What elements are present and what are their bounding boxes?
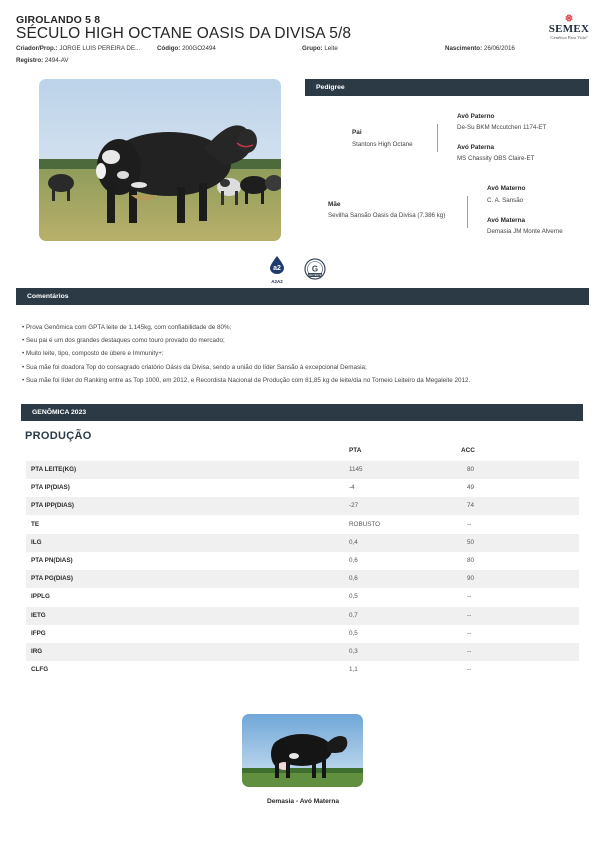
col-pta-header: PTA bbox=[349, 447, 362, 454]
row-acc: -- bbox=[467, 648, 472, 655]
pat-grandsire-value: De-Su BKM Mccutchen 1174-ET bbox=[457, 124, 547, 131]
semex-logo bbox=[546, 14, 592, 40]
mat-grandsire-label: Avô Materno bbox=[487, 185, 526, 192]
row-acc: -- bbox=[467, 593, 472, 601]
group-value: Leite bbox=[324, 45, 338, 52]
row-pta: -27 bbox=[349, 502, 359, 510]
row-name: TE bbox=[31, 520, 40, 528]
table-row bbox=[26, 643, 579, 661]
birth-info bbox=[445, 45, 515, 52]
row-pta: 1145 bbox=[349, 466, 363, 473]
group-info bbox=[302, 45, 338, 52]
logo-tagline: Genética Para Vida° bbox=[550, 35, 588, 40]
code-info bbox=[157, 45, 216, 52]
row-acc: 74 bbox=[467, 502, 475, 510]
svg-text:G: G bbox=[311, 264, 319, 274]
row-pta: ROBUSTO bbox=[349, 520, 381, 528]
col-acc-header: ACC bbox=[461, 447, 475, 454]
row-name: PTA LEITE(KG) bbox=[31, 466, 77, 473]
row-name: IETG bbox=[31, 611, 46, 619]
comments-header: Comentários bbox=[16, 288, 589, 305]
granddam-photo bbox=[242, 714, 363, 787]
pedigree-header: Pedigree bbox=[305, 79, 589, 96]
registry-value: 2494-AV bbox=[44, 57, 69, 64]
row-pta: 0,4 bbox=[349, 538, 358, 546]
code-value: 200GO2494 bbox=[182, 45, 216, 52]
row-pta: 1,1 bbox=[349, 666, 358, 674]
genomic-test-caption: GM TESTE bbox=[308, 274, 322, 278]
breeder-info bbox=[16, 45, 140, 52]
comment-item: • Sua mãe foi doadora Top do consagrado criatório Oásis da Divisa, sendo a união do líder Sansão à excepcional Demasia; bbox=[22, 363, 367, 371]
a2-badge bbox=[267, 256, 287, 284]
row-acc: -- bbox=[467, 611, 472, 619]
row-pta: 0,6 bbox=[349, 575, 358, 583]
row-pta: 0,6 bbox=[349, 557, 358, 564]
row-name: PTA PN(DIAS) bbox=[31, 557, 73, 564]
row-acc: 80 bbox=[467, 557, 475, 564]
row-acc: 80 bbox=[467, 466, 475, 473]
row-acc: 90 bbox=[467, 575, 475, 583]
comment-item: • Sua mãe foi líder do Ranking entre as Top 1000, em 2012, e Recordista Nacional de Produção com 81,85 kg de leite/dia no Torneio Leiteiro da Megaleite 2012. bbox=[22, 376, 471, 384]
mat-grandsire-value: C. A. Sansão bbox=[487, 197, 524, 204]
sire-value: Stantons High Octane bbox=[352, 141, 413, 148]
table-row bbox=[26, 497, 579, 515]
table-row bbox=[26, 461, 579, 479]
dam-value: Sevilha Sansão Oasis da Divisa (7.386 kg) bbox=[328, 212, 446, 219]
birth-label: Nascimento: bbox=[445, 45, 483, 52]
a2-drop-icon bbox=[269, 256, 285, 274]
mat-granddam-value: Demasia JM Monte Alverne bbox=[487, 228, 563, 235]
code-label: Código: bbox=[157, 45, 181, 52]
table-row bbox=[26, 570, 579, 588]
registry-info bbox=[16, 57, 69, 64]
breeder-value: JORGE LUIS PEREIRA DE... bbox=[59, 45, 141, 52]
row-pta: 0,3 bbox=[349, 648, 358, 655]
row-pta: -4 bbox=[349, 484, 355, 492]
row-acc: -- bbox=[467, 629, 472, 637]
table-row bbox=[26, 625, 579, 643]
group-label: Grupo: bbox=[302, 45, 323, 52]
production-title: PRODUÇÃO bbox=[25, 430, 92, 442]
row-name: IPPLG bbox=[31, 593, 50, 601]
a2-badge-text: a2 bbox=[273, 265, 281, 272]
row-pta: 0,5 bbox=[349, 629, 358, 637]
genomic-test-icon bbox=[304, 258, 326, 280]
animal-name: SÉCULO HIGH OCTANE OASIS DA DIVISA 5/8 bbox=[16, 25, 352, 42]
table-row bbox=[26, 661, 579, 679]
row-name: CLFG bbox=[31, 666, 49, 674]
table-row bbox=[26, 588, 579, 606]
pat-granddam-label: Avó Paterna bbox=[457, 144, 495, 151]
a2-badge-caption: A2A2 bbox=[271, 279, 283, 284]
row-name: PTA IP(DIAS) bbox=[31, 484, 70, 492]
row-name: ILG bbox=[31, 538, 42, 546]
genomics-header: GENÔMICA 2023 bbox=[21, 404, 583, 421]
table-row bbox=[26, 516, 579, 534]
table-row bbox=[26, 479, 579, 497]
row-name: PTA PG(DIAS) bbox=[31, 575, 73, 583]
row-acc: -- bbox=[467, 666, 472, 674]
comment-item: • Prova Genômica com GPTA leite de 1.145kg, com confiabilidade de 80%; bbox=[22, 324, 232, 331]
pat-granddam-value: MS Chassity OBS Claire-ET bbox=[457, 155, 535, 162]
breed-label: GIROLANDO 5 8 bbox=[16, 14, 101, 26]
table-row bbox=[26, 552, 579, 570]
logo-name: SEMEX bbox=[548, 23, 590, 35]
genomic-test-badge bbox=[304, 258, 326, 280]
table-row bbox=[26, 534, 579, 552]
birth-value: 26/06/2016 bbox=[483, 45, 515, 52]
comments-list bbox=[22, 321, 470, 387]
row-acc: 50 bbox=[467, 538, 475, 546]
row-acc: -- bbox=[467, 520, 472, 528]
bull-photo bbox=[39, 79, 281, 241]
registry-label: Registro: bbox=[16, 57, 44, 64]
breeder-label: Criador/Prop.: bbox=[16, 45, 58, 52]
pedigree-line-maternal bbox=[467, 196, 468, 228]
comment-item: • Seu pai é um dos grandes destaques como touro provado do mercado; bbox=[22, 337, 225, 345]
row-name: PTA IPP(DIAS) bbox=[31, 502, 75, 510]
row-pta: 0,5 bbox=[349, 593, 358, 601]
dam-label: Mãe bbox=[328, 201, 341, 208]
row-acc: 49 bbox=[467, 484, 475, 492]
row-name: IFPG bbox=[31, 629, 46, 637]
sire-label: Pai bbox=[352, 129, 362, 136]
row-name: IRG bbox=[31, 648, 43, 655]
granddam-caption: Demasia - Avó Materna bbox=[266, 798, 340, 805]
comment-item: • Muito leite, tipo, composto de úbere e Immunity+; bbox=[22, 350, 164, 358]
row-pta: 0,7 bbox=[349, 611, 358, 619]
pat-grandsire-label: Avô Paterno bbox=[457, 113, 495, 120]
pedigree-line-paternal bbox=[437, 124, 438, 152]
maple-leaf-icon: ❅ bbox=[564, 13, 574, 25]
mat-granddam-label: Avó Materna bbox=[487, 217, 526, 224]
table-row bbox=[26, 607, 579, 625]
